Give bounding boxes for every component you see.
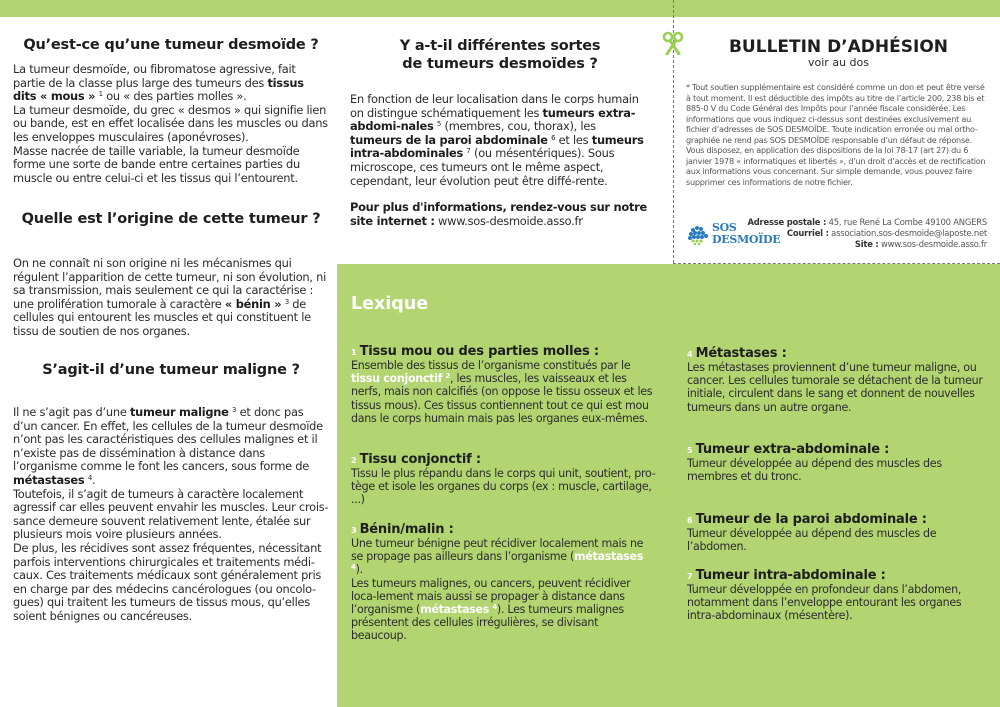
entry-number: 7 [687,572,693,581]
logo-line: DESMOÏDE [712,232,781,246]
entry-number: 3 [351,526,357,535]
text: , les muscles, les vaisseaux et les nerfs, mais non calcifiés (on oppose le tissu osseux et les tissus mous). Ces tissus contiennent tout ce qui est mou dans le corps humain mais pas les organes eux-mêmes. [351,372,653,425]
bold-term: tumeur maligne [129,405,229,419]
entry-definition: Les métastases proviennent d’une tumeur maligne, ou cancer. Les cellules tumorale se détachent de la tumeur initiale, circulent dans le sang et donnent de nouvelles tumeurs dans un autre organe. [687,361,983,414]
bulletin-subtitle: voir au dos [808,56,869,69]
glossary-title: Lexique [351,294,429,314]
bold-text: Pour plus d'informations, rendez-vous sur notre site internet : [350,200,647,228]
entry-definition [351,537,656,643]
highlight-term: métastases [420,603,490,617]
heading-malignant: S’agit-il d’une tumeur maligne ? [42,362,300,378]
paragraph: La tumeur desmoïde, du grec « desmos » qui signifie lien ou bande, est en effet localisée dans les muscles ou dans les enveloppes musculaires (aponévroses). [13,102,328,144]
logo-text [712,222,780,245]
footnote-ref: 7 [466,147,471,156]
glossary-entry [687,342,992,414]
section-types [350,93,650,228]
address-value: 45, rue René La Combe 49100 ANGERS [826,217,987,227]
glossary-panel [337,264,1000,707]
entry-term: Tumeur de la paroi abdominale : [695,512,927,527]
text: Les tumeurs malignes, ou cancers, peuvent récidiver loca-lement mais aussi se propager à distance dans l’organisme ( [351,576,631,617]
glossary-entry [687,508,992,553]
text: . [92,472,96,487]
email-label: Courriel : [786,228,829,239]
text: On ne connaît ni son origine ni les mécanismes qui régulent l’apparition de cette tumeur, ni son évolution, ni sa transmission, mais seulement ce qui la caractérise : une prolifération tumorale à caractère [13,256,327,311]
footnote-ref: 6 [551,133,556,142]
text: Il ne s’agit pas d’une [13,405,130,419]
paragraph [13,406,329,488]
bold-term: tumeurs intra-abdominales [350,132,644,161]
entry-term: Tissu conjonctif : [359,452,481,467]
entry-definition: Tumeur développée au dépend des muscles de l’abdomen. [687,527,937,554]
paragraph: Masse nacrée de taille variable, la tumeur desmoïde forme une sorte de bande entre certaines parties du muscle ou entre celui-ci et les tissus qui l’entourent. [13,143,300,185]
more-info [350,201,650,228]
bulletin-title: BULLETIN D’ADHÉSION [728,37,949,57]
footnote-ref: 3 [284,297,289,306]
entry-definition: Tissu le plus répandu dans le corps qui unit, soutient, pro-tège et isole les organes du corps (ex : muscle, cartilage, ...) [351,467,656,507]
text: ). Les tumeurs malignes présentent des cellules irrégulières, se divisant beaucoup. [351,603,624,643]
entry-definition: Tumeur développée en profondeur dans l’abdomen, notamment dans l’enveloppe entourant les organes intra-abdominaux (mésentère). [687,583,962,623]
entry-term: Bénin/malin : [359,522,454,537]
text: Ensemble des tissus de l’organisme constitués par le [351,359,631,372]
highlight-term: tissu conjonctif [351,372,443,386]
footnote-ref: 4 [351,563,356,572]
entry-number: 6 [687,516,693,525]
glossary-entry [351,340,656,425]
glossary-entry [351,518,656,643]
text: La tumeur desmoïde, ou fibromatose agressive, fait partie de la classe plus large des tumeurs des [13,62,296,90]
entry-term: Métastases : [695,346,787,361]
text: En fonction de leur localisation dans le corps humain on distingue schématiquement les [350,92,639,120]
logo-cluster-icon [686,223,710,247]
paragraph [13,257,329,339]
text: ). [355,563,363,577]
glossary-entry [687,564,992,623]
bold-term: tumeurs de la paroi abdominale [350,132,548,147]
bold-term: tissus dits « mous » [13,75,304,104]
heading-line: Y a-t-il différentes sortes [399,38,601,54]
text: (ou mésentériques). Sous microscope, ces tumeurs ont le même aspect, cependant, leur évolution peut être diffé-rente. [350,146,615,188]
sos-desmoide-logo [686,222,786,248]
entry-term: Tumeur intra-abdominale : [695,568,886,583]
paragraph: Toutefois, il s’agit de tumeurs à caractère localement agressif car elles peuvent envahir les muscles. Leur crois-sance demeure souvent relativement lente, étalée sur plusieurs mois voire plusieurs années. [13,486,329,542]
website-link[interactable]: www.sos-desmoide.asso.fr [434,213,583,228]
footnote-ref: 4 [492,603,497,612]
paragraph [350,93,650,188]
section-origin [13,257,329,339]
address-label: Adresse postale : [747,217,827,227]
scissors-icon [662,31,684,55]
footnote-ref: 1 [98,90,103,99]
heading-types [350,37,650,73]
entry-term: Tissu mou ou des parties molles : [359,344,599,359]
footnote-ref: 4 [87,473,93,482]
bold-term: tumeurs extra-abdomi-nales [350,105,636,134]
paragraph: De plus, les récidives sont assez fréquentes, nécessitant parfois interventions chirurgicales et traitements médi-caux. Ces traitements médicaux sont généralement pris en charge par des médecins cancérologues (ou oncolo-gues) qui traitent les tumeurs de tissus mous, qu’elles soient bénignes ou cancéreuses. [13,540,322,623]
section-malignant [13,406,329,624]
heading-line: de tumeurs desmoïdes ? [402,56,598,72]
entry-number: 5 [687,446,693,455]
logo-line: SOS [712,221,737,234]
highlight-term: métastases [574,550,643,564]
text: (membres, cou, thorax), les [441,119,596,134]
entry-definition: Tumeur développée au dépend des muscles des membres et du tronc. [687,457,942,484]
email-link[interactable]: association.sos-desmoide@laposte.net [828,228,987,239]
text: ou « des parties molles ». [102,89,247,104]
bold-term: métastases [13,472,85,487]
text: et les [555,132,592,147]
bold-term: « bénin » [224,296,282,311]
heading-what-is: Qu’est-ce qu’une tumeur desmoïde ? [23,37,319,53]
site-label: Site : [854,239,879,250]
section-what-is [13,63,329,185]
top-accent-bar [0,0,1000,17]
site-link[interactable]: www.sos-desmoide.asso.fr [878,239,987,250]
entry-number: 1 [351,348,357,357]
legal-notice: * Tout soutien supplémentaire est considéré comme un don et peut être versé à tout moment. Il est déductible des impôts au titre de l’article 200, 238 bis et 885-0 V du Code Général des Impôts pour l’année fiscale considérée. Les informations que vous indiquez ci-dessus sont destinées exclusivement au fichier d’adresses de SOS DESMOÏDE. Toute indication erronée ou mal ortho-graphiée ne rend pas SOS DESMOÏDE responsable d’un défaut de réponse. Vous disposez, en application des dispositions de la loi 78-17 (art 27) du 6 janvier 1978 « informatiques et libertés », d’un droit d’accès et de rectification aux informations vous concernant. Sur simple demande, vous pouvez faire supprimer ces informations de notre fichier. [686,82,986,187]
entry-number: 4 [687,350,693,359]
footnote-ref: 3 [232,406,237,414]
text: de cellules qui entourent les muscles et qui constituent le tissu de soutien de nos organes. [13,296,311,338]
entry-definition [351,359,656,425]
footnote-ref: 2 [445,372,451,381]
paragraph [13,63,329,104]
glossary-entry [351,448,656,507]
text: Une tumeur bénigne peut récidiver localement mais ne se propage pas ailleurs dans l’organisme ( [351,537,644,564]
glossary-entry [687,438,992,483]
heading-origin: Quelle est l’origine de cette tumeur ? [21,211,321,227]
entry-term: Tumeur extra-abdominale : [695,442,890,457]
entry-number: 2 [351,456,357,465]
text: et donc pas d’un cancer. En effet, les cellules de la tumeur desmoïde n’ont pas les caractéristiques des cellules malignes et il n’existe pas de dissémination à distance dans l’organisme comme le font les cancers, sous forme de [13,405,323,474]
footnote-ref: 5 [436,120,442,129]
